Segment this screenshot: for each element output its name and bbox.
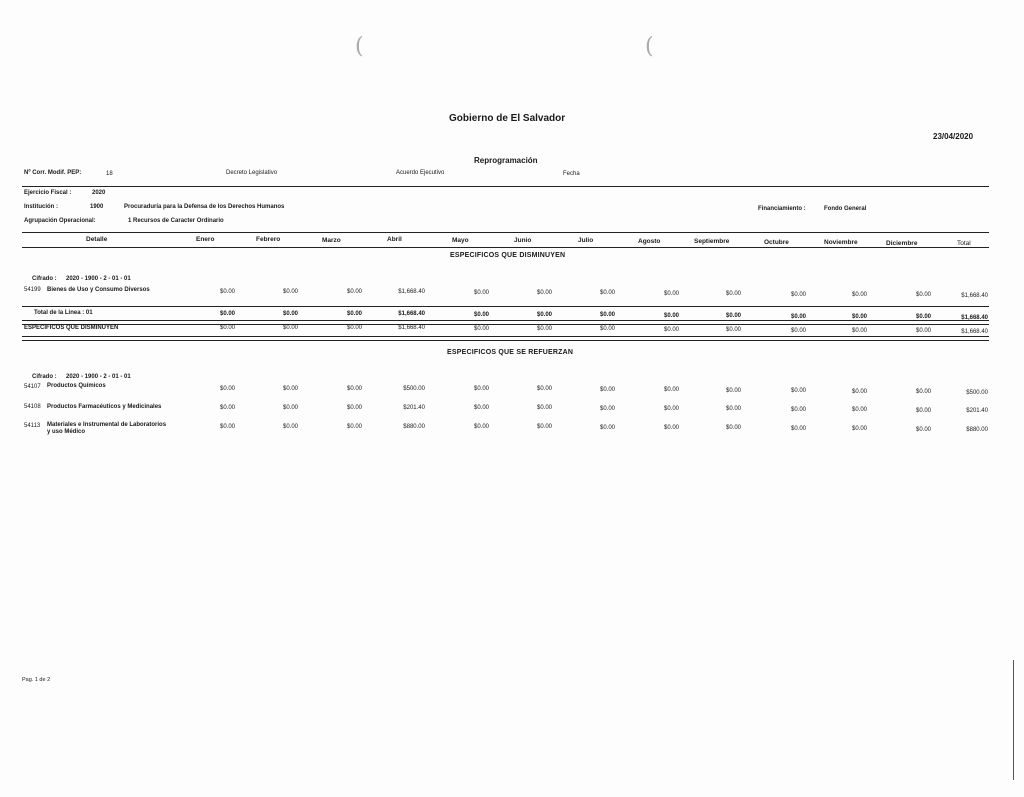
row-code: 54108	[24, 404, 41, 410]
page-number: Pag. 1 de 2	[22, 677, 51, 683]
cell-total: $880.00	[966, 427, 988, 433]
col-header-febrero: Febrero	[256, 236, 281, 243]
cell-total: $500.00	[966, 390, 988, 396]
cell-junio: $0.00	[536, 386, 552, 392]
ejercicio-label: Ejercicio Fiscal :	[24, 190, 72, 196]
header-top-rule	[22, 232, 989, 233]
section-total-label: ESPECIFICOS QUE DISMINUYEN	[24, 325, 119, 331]
col-header-mayo: Mayo	[452, 237, 469, 244]
section-total-marzo: $0.00	[346, 325, 362, 331]
ejercicio-value: 2020	[92, 190, 106, 196]
col-header-diciembre: Diciembre	[886, 240, 918, 247]
section-total-junio: $0.00	[536, 326, 552, 332]
cell-abril: $1,668.40	[398, 289, 425, 295]
institucion-name: Procuraduría para la Defensa de los Derechos Humanos	[124, 204, 285, 210]
cell-mayo: $0.00	[473, 405, 489, 411]
row-code: 54107	[24, 384, 41, 390]
cell-febrero: $0.00	[282, 386, 298, 392]
cell-octubre: $0.00	[790, 292, 806, 298]
financiamiento-value: Fondo General	[824, 206, 867, 212]
section-total-febrero: $0.00	[282, 325, 298, 331]
cell-julio: $0.00	[599, 387, 615, 393]
col-header-septiembre: Septiembre	[694, 238, 730, 245]
cell-marzo: $0.00	[346, 386, 362, 392]
line-total-abril: $1,668.40	[398, 311, 425, 317]
cell-total: $1,668.40	[961, 293, 988, 299]
col-header-julio: Julio	[578, 237, 594, 244]
section-total-top-rule	[22, 320, 989, 325]
corr-value: 18	[106, 171, 113, 177]
acuerdo-label: Acuerdo Ejecutivo	[396, 170, 445, 176]
line-total-julio: $0.00	[599, 312, 615, 318]
cell-agosto: $0.00	[663, 425, 679, 431]
cell-julio: $0.00	[599, 406, 615, 412]
row-code: 54113	[24, 423, 41, 429]
cifrado-value: 2020 - 1900 - 2 - 01 - 01	[66, 374, 131, 380]
scan-edge-line	[1013, 660, 1014, 780]
cell-marzo: $0.00	[346, 289, 362, 295]
cell-octubre: $0.00	[790, 426, 806, 432]
fecha-label: Fecha	[563, 171, 580, 177]
cifrado-label: Cifrado :	[32, 374, 57, 380]
cell-enero: $0.00	[219, 424, 235, 430]
section-total-abril: $1,668.40	[398, 325, 425, 331]
cell-marzo: $0.00	[346, 424, 362, 430]
cifrado-label: Cifrado :	[32, 276, 57, 282]
cell-diciembre: $0.00	[915, 408, 931, 414]
cell-octubre: $0.00	[790, 388, 806, 394]
cell-noviembre: $0.00	[851, 426, 867, 432]
col-header-marzo: Marzo	[322, 237, 341, 244]
section-total-septiembre: $0.00	[725, 327, 741, 333]
line-total-junio: $0.00	[536, 312, 552, 318]
corr-label: Nº Corr. Modif. PEP:	[24, 170, 82, 176]
section-total-bottom-rule	[22, 336, 989, 341]
section-total-noviembre: $0.00	[851, 328, 867, 334]
cell-enero: $0.00	[219, 405, 235, 411]
cell-octubre: $0.00	[790, 407, 806, 413]
cell-septiembre: $0.00	[725, 388, 741, 394]
agrupacion-value: 1 Recursos de Caracter Ordinario	[128, 218, 224, 224]
line-total-total: $1,668.40	[961, 315, 988, 321]
cell-diciembre: $0.00	[915, 389, 931, 395]
cell-marzo: $0.00	[346, 405, 362, 411]
line-total-noviembre: $0.00	[851, 314, 867, 320]
section-total-julio: $0.00	[599, 326, 615, 332]
line-total-label: Total de la Linea : 01	[34, 310, 93, 316]
section-title-disminuyen: ESPECIFICOS QUE DISMINUYEN	[450, 252, 566, 259]
row-desc: Materiales e Instrumental de Laboratorios y uso Médico	[47, 422, 167, 435]
section-total-enero: $0.00	[219, 325, 235, 331]
cell-abril: $500.00	[403, 386, 425, 392]
col-header-detalle: Detalle	[86, 236, 108, 243]
section-total-diciembre: $0.00	[915, 328, 931, 334]
section-total-mayo: $0.00	[473, 326, 489, 332]
cell-diciembre: $0.00	[915, 292, 931, 298]
document-title: Gobierno de El Salvador	[449, 113, 566, 124]
section-total-total: $1,668.40	[961, 329, 988, 335]
cell-abril: $201.40	[403, 405, 425, 411]
cell-mayo: $0.00	[473, 386, 489, 392]
section-total-agosto: $0.00	[663, 327, 679, 333]
col-header-junio: Junio	[514, 237, 532, 244]
binder-hole-mark-left: (	[355, 34, 364, 59]
cell-mayo: $0.00	[473, 424, 489, 430]
col-header-noviembre: Noviembre	[824, 239, 858, 246]
col-header-octubre: Octubre	[764, 239, 789, 246]
cell-febrero: $0.00	[282, 289, 298, 295]
cell-noviembre: $0.00	[851, 407, 867, 413]
line-total-diciembre: $0.00	[915, 314, 931, 320]
institucion-label: Institución :	[24, 204, 58, 210]
cell-junio: $0.00	[536, 290, 552, 296]
cell-noviembre: $0.00	[851, 389, 867, 395]
col-header-abril: Abril	[387, 236, 402, 243]
institucion-code: 1900	[90, 204, 104, 210]
cell-febrero: $0.00	[282, 405, 298, 411]
section-total-octubre: $0.00	[790, 328, 806, 334]
financiamiento-label: Financiamiento :	[758, 206, 806, 212]
row-desc: Productos Químicos	[47, 383, 106, 389]
row-desc: Bienes de Uso y Consumo Diversos	[47, 287, 150, 293]
header-bottom-rule	[22, 247, 989, 248]
agrupacion-label: Agrupación Operacional:	[24, 218, 96, 224]
report-subtitle: Reprogramación	[474, 156, 538, 165]
row-code: 54199	[24, 287, 41, 293]
cell-abril: $880.00	[403, 424, 425, 430]
line-total-agosto: $0.00	[663, 313, 679, 319]
line-total-septiembre: $0.00	[725, 313, 741, 319]
report-date: 23/04/2020	[933, 132, 974, 141]
line-total-octubre: $0.00	[790, 314, 806, 320]
cell-septiembre: $0.00	[725, 291, 741, 297]
divider	[22, 186, 989, 187]
col-header-agosto: Agosto	[638, 238, 661, 245]
cell-junio: $0.00	[536, 424, 552, 430]
cell-diciembre: $0.00	[915, 427, 931, 433]
cell-septiembre: $0.00	[725, 406, 741, 412]
binder-hole-mark-right: (	[645, 34, 654, 59]
cell-agosto: $0.00	[663, 387, 679, 393]
cell-mayo: $0.00	[473, 290, 489, 296]
cell-agosto: $0.00	[663, 406, 679, 412]
cell-junio: $0.00	[536, 405, 552, 411]
line-total-marzo: $0.00	[346, 311, 362, 317]
cell-julio: $0.00	[599, 425, 615, 431]
col-header-enero: Enero	[196, 236, 215, 243]
line-total-mayo: $0.00	[473, 312, 489, 318]
cifrado-value: 2020 - 1900 - 2 - 01 - 01	[66, 276, 131, 282]
cell-febrero: $0.00	[282, 424, 298, 430]
col-header-total: Total	[957, 240, 971, 247]
row-desc: Productos Farmacéuticos y Medicinales	[47, 404, 162, 410]
cell-enero: $0.00	[219, 386, 235, 392]
cell-total: $201.40	[966, 408, 988, 414]
cell-enero: $0.00	[219, 289, 235, 295]
line-total-febrero: $0.00	[282, 311, 298, 317]
cell-agosto: $0.00	[663, 291, 679, 297]
cell-julio: $0.00	[599, 290, 615, 296]
line-total-top-rule	[22, 306, 989, 307]
cell-noviembre: $0.00	[851, 292, 867, 298]
section-title-refuerzan: ESPECIFICOS QUE SE REFUERZAN	[447, 349, 574, 356]
line-total-enero: $0.00	[219, 311, 235, 317]
cell-septiembre: $0.00	[725, 425, 741, 431]
decreto-label: Decreto Legislativo	[226, 170, 278, 176]
